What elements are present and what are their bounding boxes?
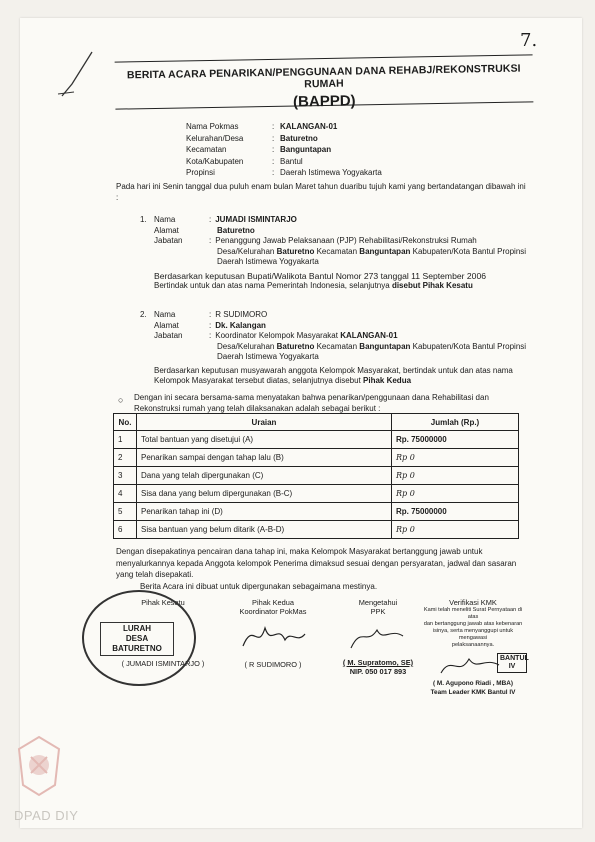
signature-pihak-kedua bbox=[218, 598, 328, 669]
party-number: 2. bbox=[140, 310, 147, 319]
signature-role: Team Leader KMK Bantul IV bbox=[430, 689, 516, 696]
party-basis: Berdasarkan keputusan Bupati/Walikota Bantul Nomor 273 tanggal 11 September 2006 bbox=[154, 270, 487, 281]
position-text: Desa/Kelurahan bbox=[217, 246, 277, 256]
signature-name: ( R SUDIMORO ) bbox=[244, 660, 302, 669]
jabatan-label: Jabatan bbox=[154, 236, 183, 245]
row-no: 1 bbox=[114, 431, 137, 449]
table-row bbox=[114, 503, 519, 521]
closing-paragraph: Dengan disepakatinya pencairan dana tahap ini, maka Kelompok Masyarakat bertanggung jawab untuk menyalurkannya kepada Anggota kelompok Penerima dimaksud sesuai dengan persyaratan, jadwal dan sasaran yang telah disepakati. bbox=[116, 547, 517, 579]
field-value: Daerah Istimewa Yogyakarta bbox=[280, 168, 382, 178]
signature-subtitle: Koordinator PokMas bbox=[239, 607, 307, 616]
signature-subtitle: PPK bbox=[370, 607, 386, 616]
party-name: JUMADI ISMINTARJO bbox=[215, 215, 297, 224]
party-designation: Pihak Kedua bbox=[363, 376, 412, 385]
field-label: Nama Pokmas bbox=[186, 122, 239, 131]
row-jumlah: Rp 0 bbox=[392, 467, 519, 485]
position-text: Kecamatan bbox=[314, 246, 360, 256]
row-jumlah: Rp 0 bbox=[392, 521, 519, 539]
signature-scribble bbox=[233, 616, 313, 656]
field-value: Bantul bbox=[280, 156, 303, 166]
position-text: Kabupaten/Kota Bantul Propinsi bbox=[410, 341, 527, 351]
field-row: Kota/Kabupaten : Bantul bbox=[186, 156, 303, 166]
statement-paragraph: Dengan ini secara bersama-sama menyatakan bahwa penarikan/penggunaan dana Rehabilitasi dan Rekonstruksi rumah yang telah dilaksanakan adalah sebagai berikut : bbox=[134, 393, 489, 413]
position-text: Desa/Kelurahan bbox=[217, 341, 277, 351]
party-number: 1. bbox=[140, 215, 147, 224]
document-subtitle: (BAPPD) bbox=[292, 92, 356, 111]
closing-note: Berita Acara ini dibuat untuk dipergunakan sebagaimana mestinya. bbox=[140, 582, 378, 591]
party-address: Baturetno bbox=[217, 225, 255, 235]
bullet-mark: ○ bbox=[118, 395, 124, 405]
position-text: Baturetno bbox=[276, 341, 315, 351]
party-position: Penanggung Jawab Pelaksanaan (PJP) Rehabilitasi/Rekonstruksi Rumah bbox=[215, 236, 477, 245]
row-no: 2 bbox=[114, 449, 137, 467]
signature-title: Mengetahui bbox=[358, 598, 398, 607]
col-uraian: Uraian bbox=[137, 414, 392, 431]
party-basis: Berdasarkan keputusan musyawarah anggota Kelompok Masyarakat, bertindak untuk dan atas nama bbox=[154, 365, 513, 375]
pen-mark bbox=[52, 44, 102, 104]
page-number: 7. bbox=[520, 30, 538, 51]
row-no: 6 bbox=[114, 521, 137, 539]
table-row bbox=[114, 521, 519, 539]
party-position: Koordinator Kelompok Masyarakat bbox=[215, 331, 341, 340]
signature-title: Pihak Kesatu bbox=[141, 598, 185, 607]
nama-label: Nama bbox=[154, 215, 176, 224]
field-row: Nama Pokmas : KALANGAN-01 bbox=[186, 122, 338, 131]
row-no: 3 bbox=[114, 467, 137, 485]
field-row: Kecamatan : Banguntapan bbox=[186, 145, 332, 155]
field-row: Kelurahan/Desa : Baturetno bbox=[186, 133, 318, 143]
row-uraian: Sisa bantuan yang belum ditarik (A-B-D) bbox=[137, 521, 392, 539]
table-header-row bbox=[114, 414, 519, 431]
col-no: No. bbox=[114, 414, 137, 431]
party-name: R SUDIMORO bbox=[215, 310, 268, 319]
position-text: Kecamatan bbox=[314, 341, 360, 351]
row-uraian: Penarikan sampai dengan tahap lalu (B) bbox=[137, 449, 392, 467]
field-label: Kecamatan bbox=[186, 145, 227, 155]
document-title: BERITA ACARA PENARIKAN/PENGGUNAAN DANA REHABJ/REKONSTRUKSI RUMAH bbox=[126, 62, 521, 91]
intro-paragraph: Pada hari ini Senin tanggal dua puluh enam bulan Maret tahun duaribu tujuh kami yang bertandatangan dibawah ini : bbox=[116, 182, 526, 202]
verification-text: dan bertanggung jawab atas kebenaran bbox=[423, 621, 523, 627]
party-address: Dk. Kalangan bbox=[215, 320, 266, 330]
table-row bbox=[114, 431, 519, 449]
party-designation: disebut Pihak Kesatu bbox=[391, 281, 473, 290]
row-no: 4 bbox=[114, 485, 137, 503]
verification-text: isinya, serta menyanggupi untuk mengawasi bbox=[432, 628, 514, 641]
position-text: Daerah Istimewa Yogyakarta bbox=[217, 257, 319, 266]
position-text: Banguntapan bbox=[359, 341, 411, 351]
table-row bbox=[114, 485, 519, 503]
position-text: Kabupaten/Kota Bantul Propinsi bbox=[410, 246, 527, 256]
row-uraian: Total bantuan yang disetujui (A) bbox=[137, 431, 392, 449]
signature-mengetahui bbox=[333, 598, 423, 676]
row-uraian: Penarikan tahap ini (D) bbox=[137, 503, 392, 521]
party-two: 2. Nama : R SUDIMORO Alamat : Dk. Kalangan Jabatan : Koordinator Kelompok Masyarakat KALANGAN-01 Desa/Kelurahan Baturetno Kecamatan Banguntapan Kabupaten/Kota Bantul Propinsi Daerah Istimewa Yogyakarta Berdasarkan keputusan musyawarah anggota Kelompok Masyarakat, bertindak untuk dan atas nama Kelompok Masyarakat tersebut diatas, selanjutnya disebut Pihak Kedua bbox=[140, 310, 530, 387]
signature-verifikasi bbox=[423, 598, 529, 697]
stamp-text bbox=[100, 622, 174, 656]
col-jumlah: Jumlah (Rp.) bbox=[392, 414, 519, 431]
row-uraian: Sisa dana yang belum dipergunakan (B-C) bbox=[137, 485, 392, 503]
title-box bbox=[115, 54, 534, 109]
signature-title: Pihak Kedua bbox=[252, 598, 294, 607]
party-position: KALANGAN-01 bbox=[340, 331, 398, 340]
field-label: Kelurahan/Desa bbox=[186, 133, 244, 143]
verification-text: pelaksanaannya. bbox=[451, 642, 495, 648]
row-jumlah: Rp 0 bbox=[392, 485, 519, 503]
alamat-label: Alamat bbox=[154, 225, 179, 235]
signature-title: Verifikasi KMK bbox=[449, 598, 497, 607]
alamat-label: Alamat bbox=[154, 320, 179, 330]
identity-fields bbox=[186, 121, 382, 179]
nama-label: Nama bbox=[154, 310, 176, 319]
funds-table bbox=[113, 413, 519, 539]
party-basis: Kelompok Masyarakat tersebut diatas, selanjutnya disebut bbox=[154, 376, 364, 385]
table-row bbox=[114, 467, 519, 485]
party-action: Bertindak untuk dan atas nama Pemerintah Indonesia, selanjutnya bbox=[154, 281, 392, 290]
signature-name: ( M. Agupono Riadi , MBA) bbox=[433, 680, 513, 687]
table-row bbox=[114, 449, 519, 467]
position-text: Daerah Istimewa Yogyakarta bbox=[217, 352, 319, 361]
signature-nip: NIP. 050 017 893 bbox=[349, 667, 407, 676]
watermark: DPAD DIY bbox=[14, 808, 79, 823]
field-value: KALANGAN-01 bbox=[280, 122, 338, 131]
row-jumlah: Rp. 75000000 bbox=[392, 503, 519, 521]
row-jumlah: Rp. 75000000 bbox=[392, 431, 519, 449]
signature-scribble bbox=[343, 616, 413, 656]
signature-name: ( M. Supratomo, SE) bbox=[342, 658, 414, 667]
stamp-line: LURAH bbox=[123, 624, 151, 633]
field-value: Baturetno bbox=[280, 133, 318, 143]
signature-name: ( JUMADI ISMINTARJO ) bbox=[121, 659, 205, 668]
row-jumlah: Rp 0 bbox=[392, 449, 519, 467]
party-one: 1. Nama : JUMADI ISMINTARJO Alamat Baturetno Jabatan : Penanggung Jawab Pelaksanaan (PJP) Rehabilitasi/Rekonstruksi Rumah Desa/Kelurahan Baturetno Kecamatan Banguntapan Kabupaten/Kota Bantul Propinsi Daerah Istimewa Yogyakarta Berdasarkan keputusan Bupati/Walikota Bantul Nomor 273 tanggal 11 September 2006 Bertindak untuk dan atas nama Pemerintah Indonesia, selanjutnya disebut Pihak Kesatu bbox=[140, 215, 530, 292]
row-no: 5 bbox=[114, 503, 137, 521]
field-value: Banguntapan bbox=[280, 145, 332, 155]
position-text: Banguntapan bbox=[359, 246, 411, 256]
position-text: Baturetno bbox=[276, 246, 315, 256]
archive-emblem-icon bbox=[15, 735, 63, 797]
field-row: Propinsi : Daerah Istimewa Yogyakarta bbox=[186, 168, 382, 178]
row-uraian: Dana yang telah dipergunakan (C) bbox=[137, 467, 392, 485]
verification-text: Kami telah meneliti Surat Pernyataan di atas bbox=[423, 607, 523, 620]
jabatan-label: Jabatan bbox=[154, 331, 183, 340]
field-label: Propinsi bbox=[186, 168, 215, 178]
field-label: Kota/Kabupaten bbox=[186, 156, 244, 166]
verification-stamp: BANTUL IV bbox=[497, 653, 527, 673]
stamp-line: DESA BATURETNO bbox=[112, 634, 162, 653]
